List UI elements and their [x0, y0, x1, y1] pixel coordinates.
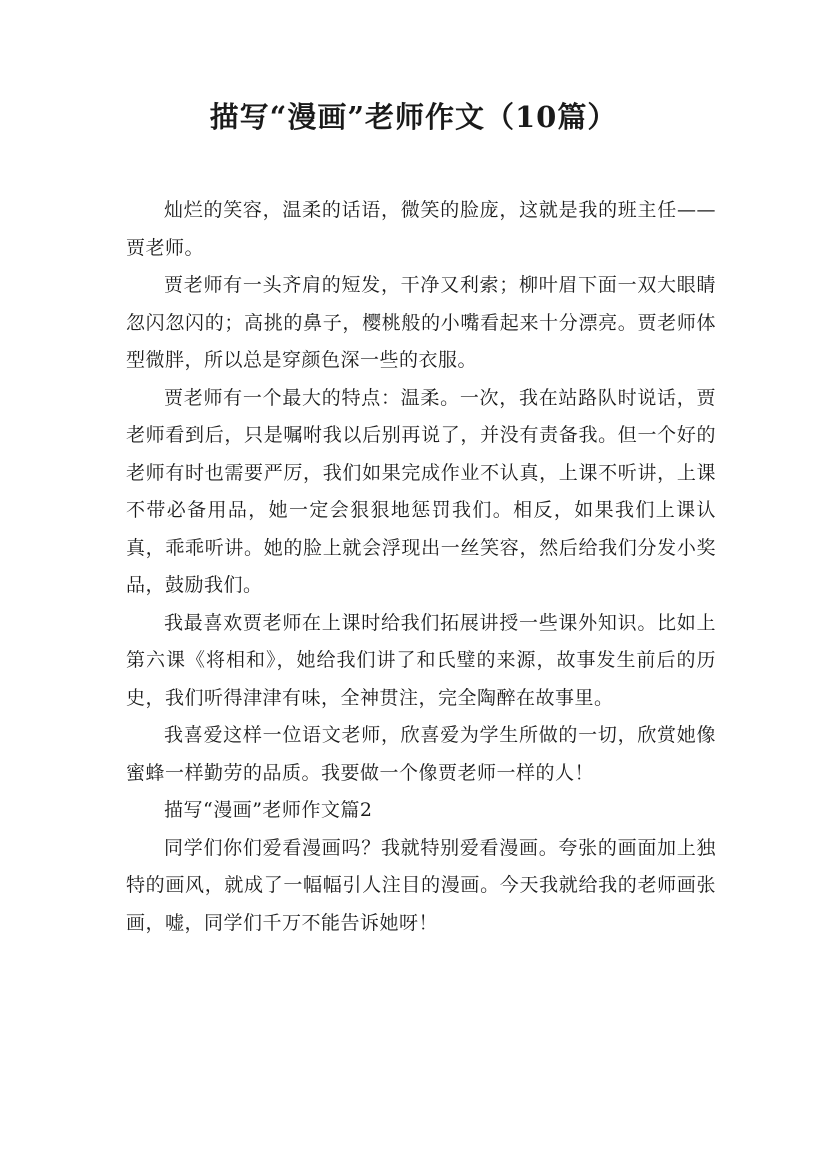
paragraph: 我喜爱这样一位语文老师，欣喜爱为学生所做的一切，欣赏她像蜜蜂一样勤劳的品质。我要做一个像贾老师一样的人！: [126, 724, 716, 784]
paragraph: 灿烂的笑容，温柔的话语，微笑的脸庞，这就是我的班主任——贾老师。: [126, 199, 716, 259]
document-body: [126, 192, 716, 942]
paragraph: 贾老师有一个最大的特点：温柔。一次，我在站路队时说话，贾老师看到后，只是嘱咐我以后别再说了，并没有责备我。但一个好的老师有时也需要严厉，我们如果完成作业不认真，上课不听讲，上课不带必备用品，她一定会狠狠地惩罚我们。相反，如果我们上课认真，乖乖听讲。她的脸上就会浮现出一丝笑容，然后给我们分发小奖品，鼓励我们。: [126, 386, 716, 596]
section-heading: 描写“漫画”老师作文篇2: [164, 799, 373, 821]
paragraph: 同学们你们爱看漫画吗？我就特别爱看漫画。夸张的画面加上独特的画风，就成了一幅幅引人注目的漫画。今天我就给我的老师画张画，嘘，同学们千万不能告诉她呀！: [126, 836, 716, 934]
paragraph: 我最喜欢贾老师在上课时给我们拓展讲授一些课外知识。比如上第六课《将相和》，她给我们讲了和氏璧的来源，故事发生前后的历史，我们听得津津有味，全神贯注，完全陶醉在故事里。: [126, 611, 716, 709]
document-title: 描写“漫画”老师作文（10篇）: [209, 100, 618, 134]
paragraph: 贾老师有一头齐肩的短发，干净又利索；柳叶眉下面一双大眼睛忽闪忽闪的；高挑的鼻子，樱桃般的小嘴看起来十分漂亮。贾老师体型微胖，所以总是穿颜色深一些的衣服。: [126, 274, 716, 371]
